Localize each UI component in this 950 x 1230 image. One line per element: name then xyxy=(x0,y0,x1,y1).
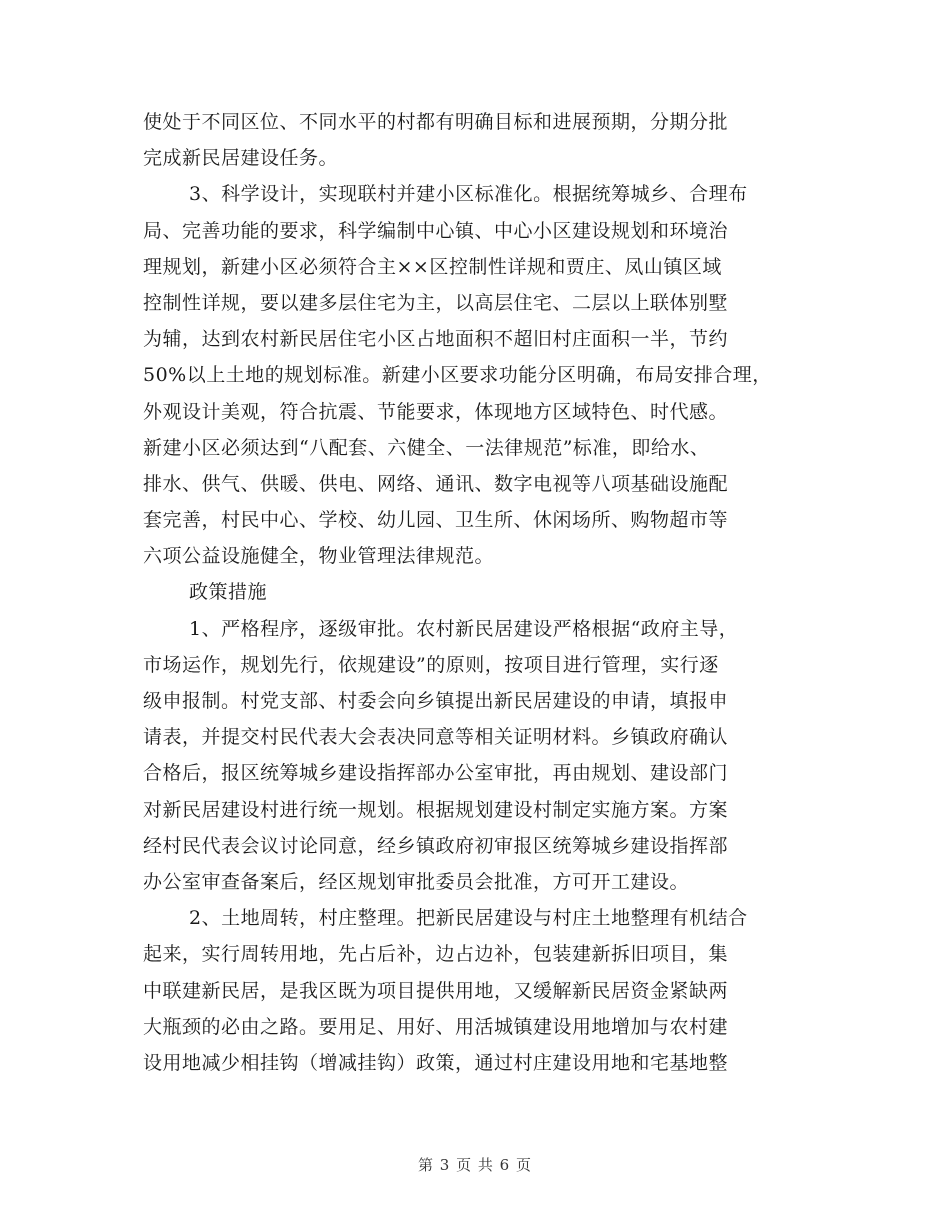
text-line: 使处于不同区位、不同水平的村都有明确目标和进展预期，分期分批 xyxy=(143,111,729,133)
text-line: 外观设计美观，符合抗震、节能要求，体现地方区域特色、时代感。 xyxy=(143,400,729,423)
text-line: 级申报制。村党支部、村委会向乡镇提出新民居建设的申请，填报申 xyxy=(143,690,729,712)
text-line: 局、完善功能的要求，科学编制中心镇、中心小区建设规划和环境治 xyxy=(143,219,729,242)
text-line: 50%以上土地的规划标准。新建小区要求功能分区明确，布局安排合理， xyxy=(143,364,772,387)
text-line: 3、科学设计，实现联村并建小区标准化。根据统筹城乡、合理布 xyxy=(189,183,748,206)
text-line: 完成新民居建设任务。 xyxy=(143,147,339,170)
text-line: 大瓶颈的必由之路。要用足、用好、用活城镇建设用地增加与农村建 xyxy=(143,1015,729,1038)
text-line: 经村民代表会议讨论同意，经乡镇政府初审报区统筹城乡建设指挥部 xyxy=(143,834,729,857)
text-line: 新建小区必须达到“八配套、六健全、一法律规范”标准，即给水、 xyxy=(143,436,710,459)
text-line: 中联建新民居，是我区既为项目提供用地，又缓解新民居资金紧缺两 xyxy=(143,979,729,1002)
text-line: 合格后，报区统筹城乡建设指挥部办公室审批，再由规划、建设部门 xyxy=(143,762,729,785)
text-line: 起来，实行周转用地，先占后补，边占边补，包装建新拆旧项目，集 xyxy=(143,943,729,966)
body-text xyxy=(143,104,823,1081)
text-line: 对新民居建设村进行统一规划。根据规划建设村制定实施方案。方案 xyxy=(143,798,729,821)
text-line: 六项公益设施健全，物业管理法律规范。 xyxy=(143,545,495,568)
text-line: 政策措施 xyxy=(189,581,268,604)
page-footer: 第 3 页 共 6 页 xyxy=(418,1156,532,1174)
text-line: 办公室审查备案后，经区规划审批委员会批准，方可开工建设。 xyxy=(143,870,690,893)
text-line: 请表，并提交村民代表大会表决同意等相关证明材料。乡镇政府确认 xyxy=(143,726,729,749)
text-line: 理规划，新建小区必须符合主××区控制性详规和贾庄、凤山镇区域 xyxy=(143,255,722,278)
text-line: 套完善，村民中心、学校、幼儿园、卫生所、休闲场所、购物超市等 xyxy=(143,509,729,532)
text-line: 设用地减少相挂钩（增减挂钩）政策，通过村庄建设用地和宅基地整 xyxy=(143,1051,729,1074)
text-line: 为辅，达到农村新民居住宅小区占地面积不超旧村庄面积一半，节约 xyxy=(143,328,729,351)
text-line: 排水、供气、供暖、供电、网络、通讯、数字电视等八项基础设施配 xyxy=(143,472,729,495)
text-line: 2、土地周转，村庄整理。把新民居建设与村庄土地整理有机结合 xyxy=(189,907,748,930)
text-line: 控制性详规，要以建多层住宅为主，以高层住宅、二层以上联体别墅 xyxy=(143,291,729,314)
text-line: 1、严格程序，逐级审批。农村新民居建设严格根据“政府主导， xyxy=(189,617,739,640)
text-line: 市场运作，规划先行，依规建设”的原则，按项目进行管理，实行逐 xyxy=(143,653,719,676)
